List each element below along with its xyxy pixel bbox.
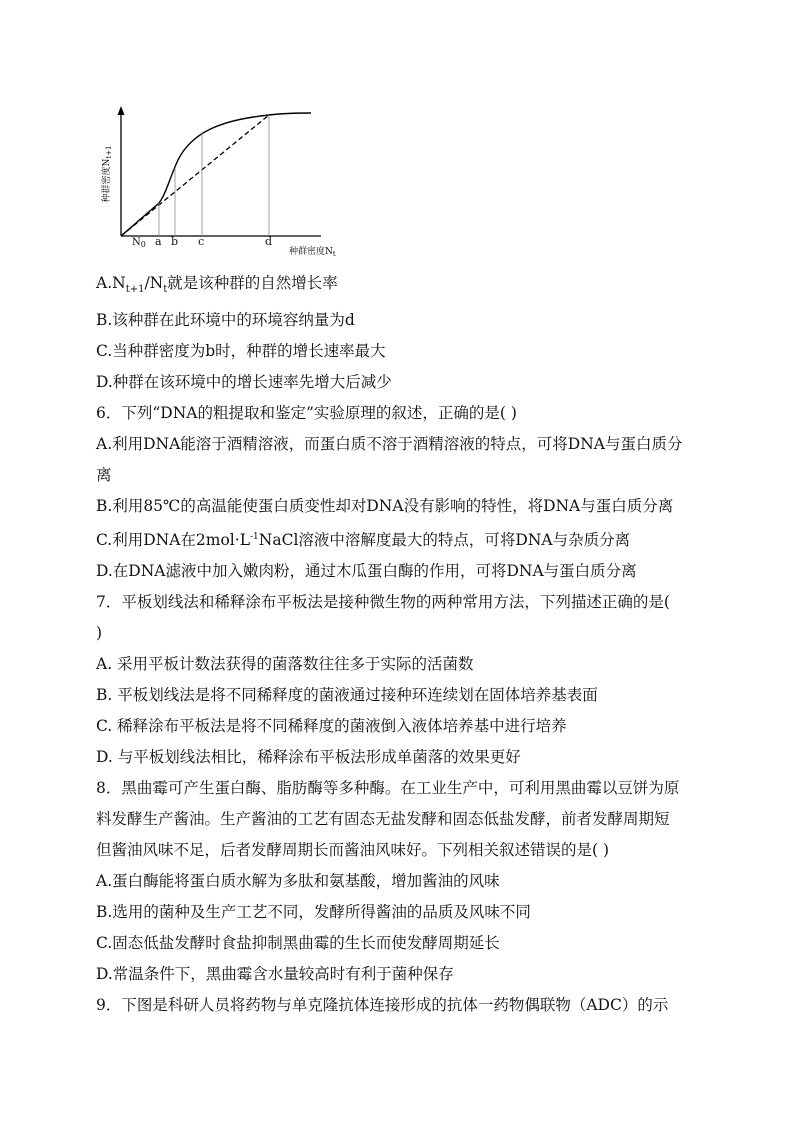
tick-n0: $N_0$ [132, 237, 146, 249]
y-axis-label: 种群密度$N_{t+1}$ [102, 145, 113, 203]
q7-option-d: D. 与平板划线法相比，稀释涂布平板法形成单菌落的效果更好 [96, 748, 521, 767]
q9-stem-line1: 9．下图是科研人员将药物与单克隆抗体连接形成的抗体一药物偶联物（ADC）的示 [96, 996, 669, 1015]
question-text [96, 268, 704, 1021]
q8-stem-line3: 但酱油风味不足，后者发酵周期长而酱油风味好。下列相关叙述错误的是( ) [96, 841, 610, 860]
q7-option-c: C. 稀释涂布平板法是将不同稀释度的菌液倒入液体培养基中进行培养 [96, 717, 567, 736]
q7-stem-line2: ) [96, 624, 103, 643]
tick-a: a [155, 235, 162, 248]
q5-option-b: B.该种群在此环境中的环境容纳量为d [96, 311, 355, 330]
q7-option-a: A. 采用平板计数法获得的菌落数往往多于实际的活菌数 [96, 655, 474, 674]
tick-c: c [198, 235, 205, 248]
population-density-graph [96, 102, 336, 262]
q8-stem-line1: 8．黑曲霉可产生蛋白酶、脂肪酶等多种酶。在工业生产中，可利用黑曲霉以豆饼为原 [96, 779, 680, 798]
q5-option-a: $A.N_{t+1}/N_t$就是该种群的自然增长率 [96, 274, 338, 296]
q8-stem-line2: 料发酵生产酱油。生产酱油的工艺有固态无盐发酵和固态低盐发酵，前者发酵周期短 [96, 810, 670, 829]
q8-option-b: B.选用的菌种及生产工艺不同，发酵所得酱油的品质及风味不同 [96, 903, 531, 922]
q6-option-b: B.利用85℃的高温能使蛋白质变性却对DNA没有影响的特性，将DNA与蛋白质分离 [96, 497, 674, 516]
q7-stem-line1: 7．平板划线法和稀释涂布平板法是接种微生物的两种常用方法，下列描述正确的是( [96, 593, 670, 612]
q6-option-a-line1: A.利用DNA能溶于酒精溶液，而蛋白质不溶于酒精溶液的特点，可将DNA与蛋白质分 [96, 435, 683, 454]
q8-option-d: D.常温条件下，黑曲霉含水量较高时有利于菌种保存 [96, 965, 454, 984]
q6-stem: 6．下列“DNA的粗提取和鉴定”实验原理的叙述，正确的是( ) [96, 404, 517, 423]
y-axis-arrow [118, 106, 125, 115]
q5-option-d: D.种群在该环境中的增长速率先增大后减少 [96, 373, 392, 392]
tick-b: b [171, 235, 179, 248]
q8-option-a: A.蛋白酶能将蛋白质水解为多肽和氨基酸，增加酱油的风味 [96, 872, 500, 891]
tick-d: d [265, 235, 273, 248]
q6-option-a-line2: 离 [96, 466, 112, 485]
q7-option-b: B. 平板划线法是将不同稀释度的菌液通过接种环连续划在固体培养基表面 [96, 686, 598, 705]
x-axis-label: 种群密度$N_t$ [289, 247, 336, 258]
q5-option-c: C.当种群密度为b时，种群的增长速率最大 [96, 342, 386, 361]
growth-curve [121, 113, 311, 236]
equilibrium-dashed-line [121, 115, 269, 236]
q6-option-d: D.在DNA滤液中加入嫩肉粉，通过木瓜蛋白酶的作用，可将DNA与蛋白质分离 [96, 562, 637, 581]
q8-option-c: C.固态低盐发酵时食盐抑制黑曲霉的生长而使发酵周期延长 [96, 934, 500, 953]
q6-option-c: C.利用DNA在$2mol\cdot L^{-1}NaCl$溶液中溶解度最大的特点，可将DNA与杂质分离 [96, 531, 631, 550]
graph-svg [96, 102, 336, 262]
